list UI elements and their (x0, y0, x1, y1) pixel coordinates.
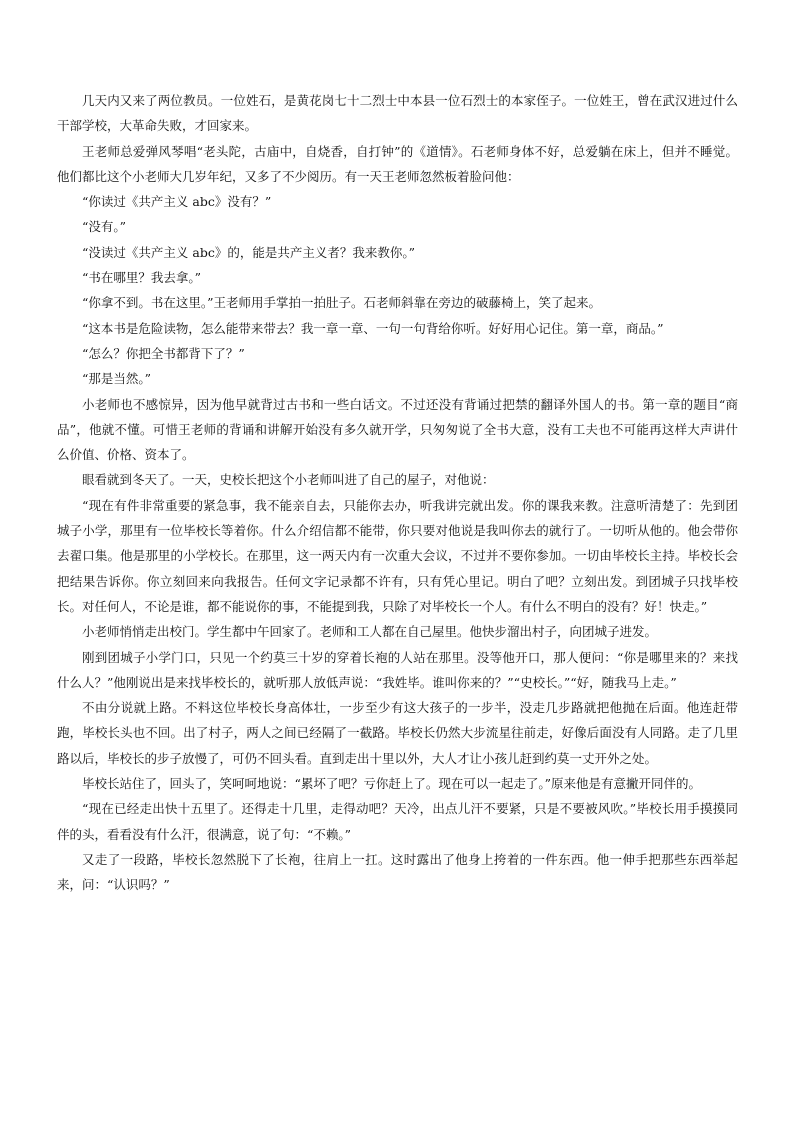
paragraph: “现在有件非常重要的紧急事，我不能亲自去，只能你去办，听我讲完就出发。你的课我来教。注意听清楚了：先到团城子小学，那里有一位毕校长等着你。什么介绍信都不能带，你只要对他说是我叫你去的就行了。一切听从他的。他会带你去翟口集。他是那里的小学校长。在那里，这一两天内有一次重大会议，不过并不要你参加。一切由毕校长主持。毕校长会把结果告诉你。你立刻回来向我报告。任何文字记录都不许有，只有凭心里记。明白了吧？立刻出发。到团城子只找毕校长。对任何人，不论是谁，都不能说你的事，不能提到我，只除了对毕校长一个人。有什么不明白的没有？好！快走。” (57, 497, 738, 614)
paragraph: 刚到团城子小学门口，只见一个约莫三十岁的穿着长袍的人站在那里。没等他开口，那人便问：“你是哪里来的？来找什么人？”他刚说出是来找毕校长的，就听那人放低声说：“我姓毕。谁叫你来的？”“史校长。”“好，随我马上走。” (57, 649, 738, 690)
paragraph: “怎么？你把全书都背下了？” (82, 345, 245, 361)
paragraph: 小老师悄悄走出校门。学生都中午回家了。老师和工人都在自己屋里。他快步溜出村子，向团城子进发。 (82, 624, 658, 640)
paragraph: 毕校长站住了，回头了，笑呵呵地说：“累坏了吧？亏你赶上了。现在可以一起走了。”原来他是有意撇开同伴的。 (82, 776, 702, 792)
paragraph: “现在已经走出快十五里了。还得走十几里，走得动吧？天冷，出点儿汗不要紧，只是不要被风吹。”毕校长用手摸摸同伴的头，看看没有什么汗，很满意，说了句：“不赖。” (57, 801, 738, 842)
paragraph: “你拿不到。书在这里。”王老师用手掌拍一拍肚子。石老师斜靠在旁边的破藤椅上，笑了起来。 (82, 295, 602, 311)
paragraph: “书在哪里？我去拿。” (82, 270, 202, 286)
paragraph: “你读过《共产主义 abc》没有？” (82, 194, 272, 210)
paragraph: 不由分说就上路。不料这位毕校长身高体壮，一步至少有这大孩子的一步半，没走几步路就把他抛在后面。他连赶带跑，毕校长头也不回。出了村子，两人之间已经隔了一截路。毕校长仍然大步流星往前走，好像后面没有人同路。走了几里路以后，毕校长的步子放慢了，可仍不回头看。直到走出十里以外，大人才让小孩儿赶到约莫一丈开外之处。 (57, 700, 738, 766)
paragraph: 眼看就到冬天了。一天，史校长把这个小老师叫进了自己的屋子，对他说： (82, 472, 495, 488)
paragraph: 几天内又来了两位教员。一位姓石，是黄花岗七十二烈士中本县一位石烈士的本家侄子。一位姓王，曾在武汉进过什么干部学校，大革命失败，才回家来。 (57, 93, 738, 134)
paragraph: “这本书是危险读物，怎么能带来带去？我一章一章、一句一句背给你听。好好用心记住。第一章，商品。” (82, 320, 664, 336)
paragraph: 小老师也不感惊异，因为他早就背过古书和一些白话文。不过还没有背诵过把禁的翻译外国人的书。第一章的题目“商品”，他就不懂。可惜王老师的背诵和讲解开始没有多久就开学，只匆匆说了全书大意，没有工夫也不可能再这样大声讲什么价值、价格、资本了。 (57, 396, 738, 463)
paragraph: “没读过《共产主义 abc》的，能是共产主义者？我来教你。” (82, 244, 415, 260)
paragraph: 王老师总爱弹风琴唱“老头陀，古庙中，自烧香，自打钟”的《道情》。石老师身体不好，总爱躺在床上，但并不睡觉。他们都比这个小老师大几岁年纪，又多了不少阅历。有一天王老师忽然板着脸问他： (57, 143, 738, 184)
paragraph: “那是当然。” (82, 371, 152, 387)
document-body (57, 88, 738, 898)
paragraph: 又走了一段路，毕校长忽然脱下了长袍，往肩上一扛。这时露出了他身上挎着的一件东西。他一伸手把那些东西举起来，问：“认识吗？” (57, 851, 738, 893)
paragraph: “没有。” (82, 219, 127, 235)
